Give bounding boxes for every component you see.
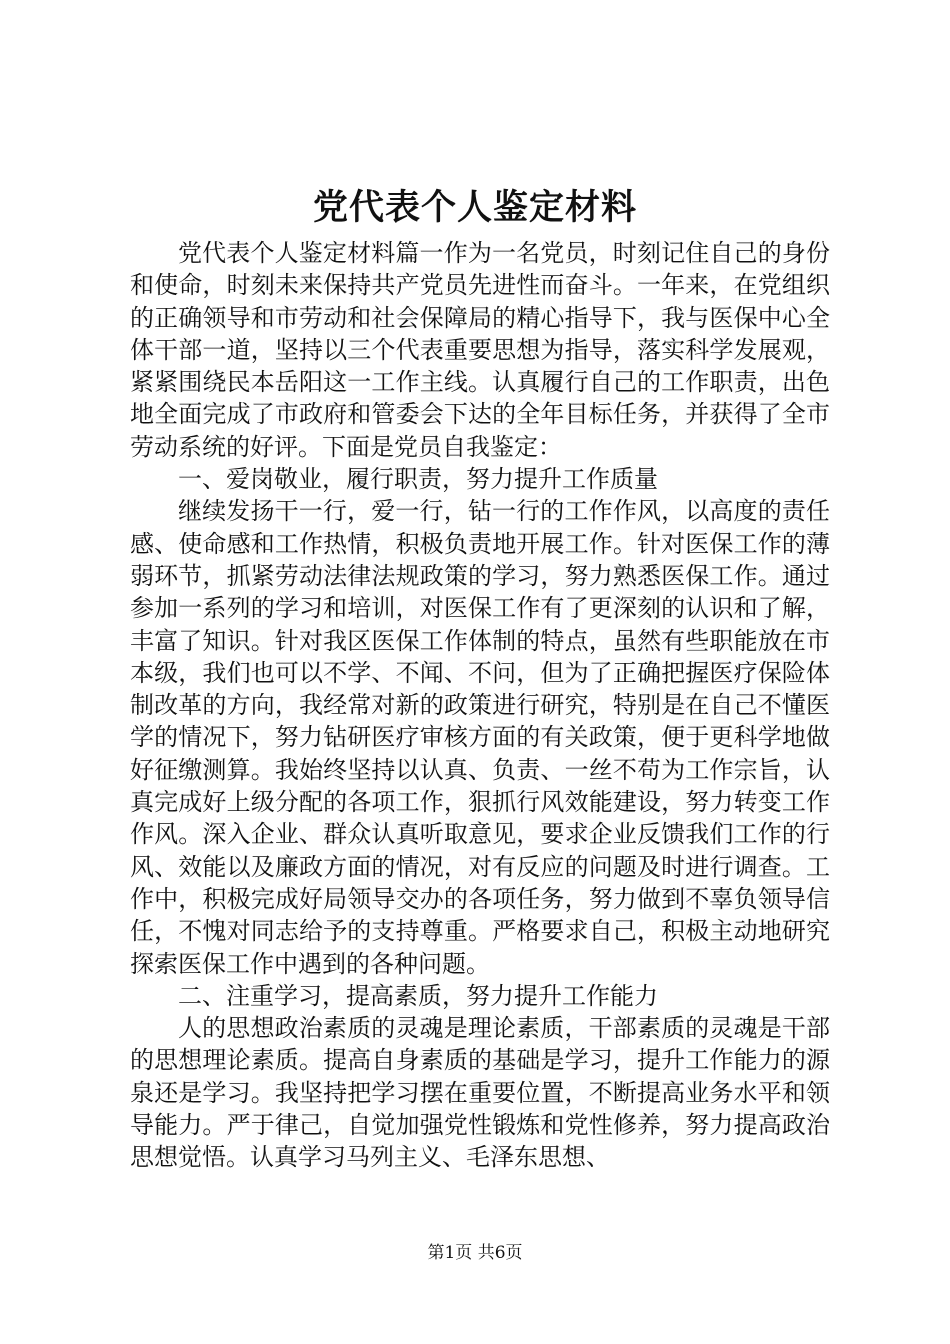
section-heading-1: 一、爱岗敬业，履行职责，努力提升工作质量 <box>178 465 658 494</box>
document-body <box>130 237 830 1174</box>
page-number-footer: 第1页 共6页 <box>427 1243 523 1263</box>
intro-paragraph: 党代表个人鉴定材料篇一作为一名党员，时刻记住自己的身份和使命，时刻未来保持共产党员先进性而奋斗。一年来，在党组织的正确领导和市劳动和社会保障局的精心指导下，我与医保中心全体干部一道，坚持以三个代表重要思想为指导，落实科学发展观，紧紧围绕民本岳阳这一工作主线。认真履行自己的工作职责，出色地全面完成了市政府和管委会下达的全年目标任务，并获得了全市劳动系统的好评。下面是党员自我鉴定： <box>130 239 830 461</box>
document-title: 党代表个人鉴定材料 <box>312 188 637 228</box>
section-heading-2: 二、注重学习，提高素质，努力提升工作能力 <box>178 981 658 1010</box>
section-2-paragraph: 人的思想政治素质的灵魂是理论素质，干部素质的灵魂是干部的思想理论素质。提高自身素质的基础是学习，提升工作能力的源泉还是学习。我坚持把学习摆在重要位置，不断提高业务水平和领导能力。严于律己，自觉加强党性锻炼和党性修养，努力提高政治思想觉悟。认真学习马列主义、毛泽东思想、 <box>130 1014 830 1172</box>
section-1-paragraph: 继续发扬干一行，爱一行，钻一行的工作作风，以高度的责任感、使命感和工作热情，积极负责地开展工作。针对医保工作的薄弱环节，抓紧劳动法律法规政策的学习，努力熟悉医保工作。通过参加一系列的学习和培训，对医保工作有了更深刻的认识和了解，丰富了知识。针对我区医保工作体制的特点，虽然有些职能放在市本级，我们也可以不学、不闻、不问，但为了正确把握医疗保险体制改革的方向，我经常对新的政策进行研究，特别是在自己不懂医学的情况下，努力钻研医疗审核方面的有关政策，便于更科学地做好征缴测算。我始终坚持以认真、负责、一丝不苟为工作宗旨，认真完成好上级分配的各项工作，狠抓行风效能建设，努力转变工作作风。深入企业、群众认真听取意见，要求企业反馈我们工作的行风、效能以及廉政方面的情况，对有反应的问题及时进行调查。工作中，积极完成好局领导交办的各项任务，努力做到不辜负领导信任，不愧对同志给予的支持尊重。严格要求自己，积极主动地研究探索医保工作中遇到的各种问题。 <box>130 497 830 978</box>
